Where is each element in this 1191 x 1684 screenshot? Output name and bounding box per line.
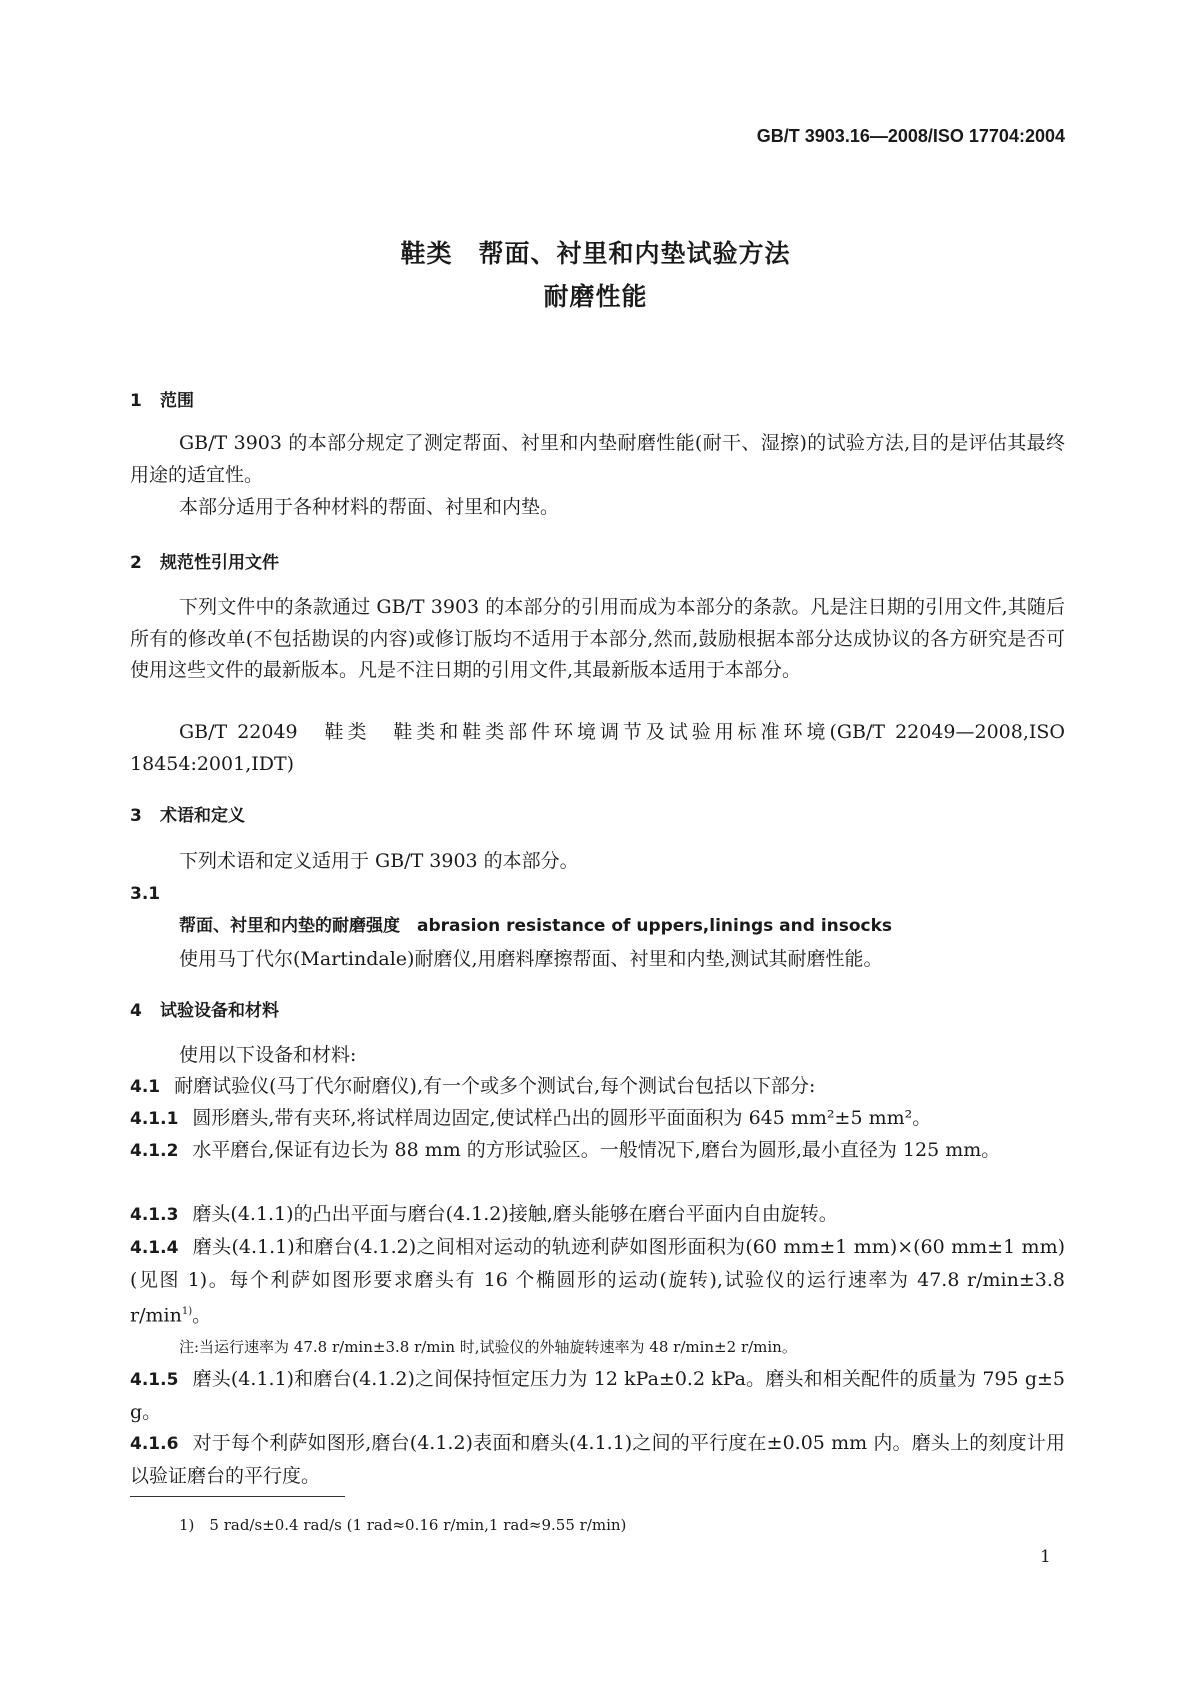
clause-3-1-number: 3.1 xyxy=(130,884,161,904)
note: 注:当运行速率为 47.8 r/min±3.8 r/min 时,试验仪的外轴旋转速率为 48 r/min±2 r/min。 xyxy=(179,1338,797,1356)
section-2-paragraph: 下列文件中的条款通过 GB/T 3903 的本部分的引用而成为本部分的条款。凡是注日期的引用文件,其随后所有的修改单(不包括勘误的内容)或修订版均不适用于本部分,然而,鼓励根据本部分达成协议的各方研究是否可使用这些文件的最新版本。凡是不注日期的引用文件,其最新版本适用于本部分。 xyxy=(130,596,1065,681)
clause-4-1-6 xyxy=(130,1428,1065,1492)
clause-4-1-4 xyxy=(130,1232,1065,1332)
section-number: 2 xyxy=(130,553,142,573)
clause-text: 磨头(4.1.1)和磨台(4.1.2)之间相对运动的轨迹利萨如图形面积为(60 mm±1 mm)×(60 mm±1 mm)(见图 1)。每个利萨如图形要求磨头有 16 个椭圆形的运动(旋转),试验仪的运行速率为 47.8 r/min±3.8 r/min xyxy=(130,1236,1065,1327)
clause-text: 耐磨试验仪(马丁代尔耐磨仪),有一个或多个测试台,每个测试台包括以下部分: xyxy=(174,1075,816,1097)
section-3-paragraph: 下列术语和定义适用于 GB/T 3903 的本部分。 xyxy=(179,850,579,872)
clause-4-1-3 xyxy=(130,1199,1065,1232)
clause-number: 4.1 xyxy=(130,1077,161,1097)
section-3-heading xyxy=(130,801,245,826)
section-title: 规范性引用文件 xyxy=(160,553,279,573)
clause-text: 对于每个利萨如图形,磨台(4.1.2)表面和磨头(4.1.1)之间的平行度在±0.05 mm 内。磨头上的刻度计用以验证磨台的平行度。 xyxy=(130,1432,1065,1487)
clause-text: 磨头(4.1.1)的凸出平面与磨台(4.1.2)接触,磨头能够在磨台平面内自由旋转。 xyxy=(192,1203,838,1225)
page-number: 1 xyxy=(1040,1547,1051,1567)
standard-number-header: GB/T 3903.16—2008/ISO 17704:2004 xyxy=(756,126,1065,146)
section-number: 1 xyxy=(130,391,142,411)
section-2-heading xyxy=(130,548,279,573)
footnote-separator xyxy=(130,1496,345,1497)
section-4-heading xyxy=(130,996,279,1021)
section-title: 试验设备和材料 xyxy=(160,1001,279,1021)
clause-number: 4.1.3 xyxy=(130,1205,179,1225)
footnote-reference[interactable]: 1) xyxy=(181,1306,193,1317)
clause-number: 4.1.5 xyxy=(130,1370,179,1390)
section-1-heading xyxy=(130,386,194,411)
section-number: 4 xyxy=(130,1001,142,1021)
clause-4-1-2 xyxy=(130,1135,1065,1168)
clause-number: 4.1.6 xyxy=(130,1434,179,1454)
clause-text-end: 。 xyxy=(192,1304,212,1327)
normative-reference: GB/T 22049 鞋类 鞋类和鞋类部件环境调节及试验用标准环境(GB/T 22049—2008,ISO 18454:2001,IDT) xyxy=(130,721,1065,775)
clause-number: 4.1.2 xyxy=(130,1141,179,1161)
clause-number: 4.1.4 xyxy=(130,1238,179,1258)
clause-text: 圆形磨头,带有夹环,将试样周边固定,使试样凸出的圆形平面面积为 645 mm²±5 mm²。 xyxy=(192,1107,932,1129)
clause-number: 4.1.1 xyxy=(130,1109,179,1129)
clause-4-1-1 xyxy=(130,1103,1065,1136)
clause-4-1-5 xyxy=(130,1364,1065,1428)
clause-text: 水平磨台,保证有边长为 88 mm 的方形试验区。一般情况下,磨台为圆形,最小直径为 125 mm。 xyxy=(192,1139,1001,1161)
section-1-paragraph-1: GB/T 3903 的本部分规定了测定帮面、衬里和内垫耐磨性能(耐干、湿擦)的试验方法,目的是评估其最终用途的适宜性。 xyxy=(130,432,1065,486)
clause-text: 磨头(4.1.1)和磨台(4.1.2)之间保持恒定压力为 12 kPa±0.2 kPa。磨头和相关配件的质量为 795 g±5 g。 xyxy=(130,1368,1065,1423)
document-title: 鞋类 帮面、衬里和内垫试验方法 xyxy=(400,239,791,268)
section-title: 术语和定义 xyxy=(160,806,245,826)
section-1-paragraph-2: 本部分适用于各种材料的帮面、衬里和内垫。 xyxy=(179,496,560,518)
document-subtitle: 耐磨性能 xyxy=(543,282,648,311)
term-definition: 使用马丁代尔(Martindale)耐磨仪,用磨料摩擦帮面、衬里和内垫,测试其耐磨性能。 xyxy=(179,948,883,970)
section-4-paragraph: 使用以下设备和材料: xyxy=(179,1044,357,1066)
term-heading: 帮面、衬里和内垫的耐磨强度 abrasion resistance of uppers,linings and insocks xyxy=(179,916,893,936)
section-title: 范围 xyxy=(160,391,194,411)
section-number: 3 xyxy=(130,806,142,826)
clause-4-1 xyxy=(130,1071,1065,1104)
footnote: 1) 5 rad/s±0.4 rad/s (1 rad≈0.16 r/min,1 rad≈9.55 r/min) xyxy=(179,1516,627,1534)
